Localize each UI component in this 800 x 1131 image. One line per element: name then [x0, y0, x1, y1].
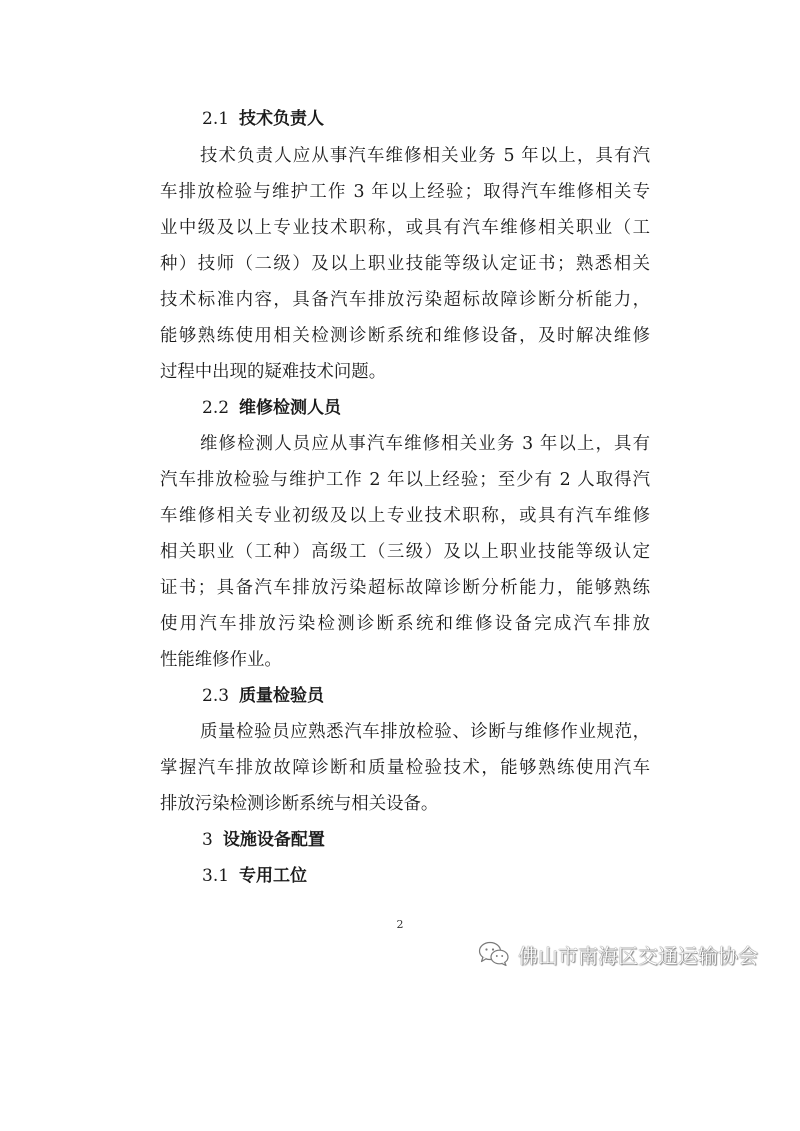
section-heading-3-1: [202, 864, 307, 888]
paragraph-line: 种）技师（二级）及以上职业技能等级认定证书；熟悉相关: [160, 254, 650, 274]
wechat-icon: [478, 941, 510, 967]
section-number: 2.3: [202, 686, 230, 706]
section-number: 3: [202, 830, 213, 850]
section-heading-3: [202, 828, 325, 852]
paragraph-line: 业中级及以上专业技术职称，或具有汽车维修相关职业（工: [160, 218, 650, 238]
section-heading-2-2: [202, 396, 341, 420]
section-title: 专用工位: [239, 866, 308, 886]
section-heading-2-3: [202, 684, 324, 708]
paragraph-line: 技术负责人应从事汽车维修相关业务 5 年以上，具有汽: [200, 146, 650, 166]
section-heading-2-1: [202, 107, 324, 131]
paragraph-line: 质量检验员应熟悉汽车排放检验、诊断与维修作业规范，: [200, 722, 650, 742]
paragraph-line: 过程中出现的疑难技术问题。: [160, 362, 387, 382]
paragraph-line: 证书；具备汽车排放污染超标故障诊断分析能力，能够熟练: [160, 578, 650, 598]
paragraph-line: 性能维修作业。: [160, 650, 282, 670]
section-title: 技术负责人: [239, 109, 325, 129]
section-title: 质量检验员: [239, 686, 325, 706]
section-title: 设施设备配置: [222, 830, 325, 850]
watermark-text: 佛山市南海区交通运输协会: [518, 943, 758, 968]
section-number: 3.1: [202, 866, 230, 886]
page-number: 2: [396, 918, 404, 931]
section-number: 2.2: [202, 398, 230, 418]
paragraph-line: 排放污染检测诊断系统与相关设备。: [160, 794, 439, 814]
paragraph-line: 维修检测人员应从事汽车维修相关业务 3 年以上，具有: [200, 434, 650, 454]
paragraph-line: 技术标准内容，具备汽车排放污染超标故障诊断分析能力，: [160, 290, 650, 310]
paragraph-line: 汽车排放检验与维护工作 2 年以上经验；至少有 2 人取得汽: [160, 470, 650, 490]
paragraph-line: 掌握汽车排放故障诊断和质量检验技术，能够熟练使用汽车: [160, 758, 650, 778]
section-number: 2.1: [202, 109, 230, 129]
paragraph-line: 车维修相关专业初级及以上专业技术职称，或具有汽车维修: [160, 506, 650, 526]
paragraph-line: 能够熟练使用相关检测诊断系统和维修设备，及时解决维修: [160, 326, 650, 346]
paragraph-line: 使用汽车排放污染检测诊断系统和维修设备完成汽车排放: [160, 614, 650, 634]
section-title: 维修检测人员: [239, 398, 342, 418]
watermark: [478, 940, 758, 968]
paragraph-line: 车排放检验与维护工作 3 年以上经验；取得汽车维修相关专: [160, 182, 650, 202]
paragraph-line: 相关职业（工种）高级工（三级）及以上职业技能等级认定: [160, 542, 650, 562]
